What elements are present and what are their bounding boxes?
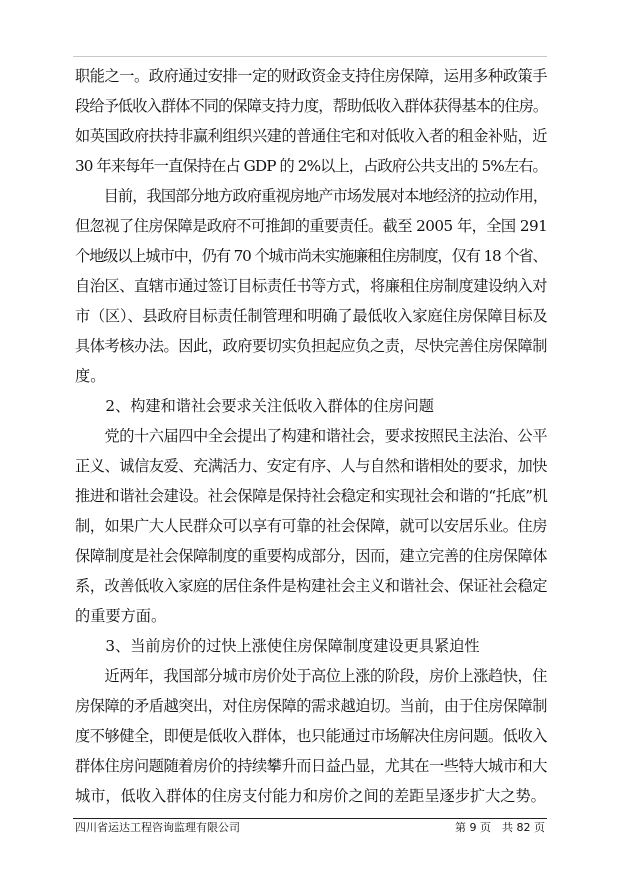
text-line: 目前，我国部分地方政府重视房地产市场发展对本地经济的拉动作用， bbox=[75, 187, 548, 205]
text-line: 城市，低收入群体的住房支付能力和房价之间的差距呈逐步扩大之势。 bbox=[75, 787, 546, 805]
header-rule bbox=[73, 56, 547, 57]
text-line: 近两年，我国部分城市房价处于高位上涨的阶段，房价上涨趋快，住 bbox=[75, 667, 547, 685]
text-line: 推进和谐社会建设。社会保障是保持社会稳定和实现社会和谐的“托底”机 bbox=[75, 487, 548, 505]
text-line: 市（区）、县政府目标责任制管理和明确了最低收入家庭住房保障目标及 bbox=[75, 307, 548, 325]
text-line: 系，改善低收入家庭的居住条件是构建社会主义和谐社会、保证社会稳定 bbox=[75, 577, 547, 595]
text-line: 职能之一。政府通过安排一定的财政资金支持住房保障，运用多种政策手 bbox=[75, 67, 547, 85]
text-line: 自治区、直辖市通过签订目标责任书等方式，将廉租住房制度建设纳入对 bbox=[75, 277, 547, 295]
text-line: 群体住房问题随着房价的持续攀升而日益凸显，尤其在一些特大城市和大 bbox=[75, 757, 547, 775]
text-line: 段给予低收入群体不同的保障支持力度，帮助低收入群体获得基本的住房。 bbox=[75, 97, 548, 115]
text-line: 30 年来每年一直保持在占 GDP 的 2%以上，占政府公共支出的 5%左右。 bbox=[75, 157, 547, 175]
section-heading: 3、当前房价的过快上涨使住房保障制度建设更具紧迫性 bbox=[75, 637, 480, 655]
text-line: 个地级以上城市中，仍有 70 个城市尚未实施廉租住房制度，仅有 18 个省、 bbox=[75, 247, 547, 265]
footer-page-number: 第 9 页 共 82 页 bbox=[455, 821, 545, 834]
footer-rule bbox=[73, 818, 547, 819]
text-line: 度不够健全，即便是低收入群体，也只能通过市场解决住房问题。低收入 bbox=[75, 727, 547, 745]
text-line: 党的十六届四中全会提出了构建和谐社会，要求按照民主法治、公平 bbox=[75, 427, 547, 445]
text-line: 的重要方面。 bbox=[75, 607, 167, 625]
text-line: 房保障的矛盾越突出，对住房保障的需求越迫切。当前，由于住房保障制 bbox=[75, 697, 547, 715]
text-line: 正义、诚信友爱、充满活力、安定有序、人与自然和谐相处的要求，加快 bbox=[75, 457, 547, 475]
section-heading: 2、构建和谐社会要求关注低收入群体的住房问题 bbox=[75, 397, 434, 415]
text-line: 具体考核办法。因此，政府要切实负担起应负之责，尽快完善住房保障制 bbox=[75, 337, 547, 355]
text-line: 但忽视了住房保障是政府不可推卸的重要责任。截至 2005 年，全国 291 bbox=[75, 217, 548, 235]
footer-company: 四川省运达工程咨询监理有限公司 bbox=[75, 821, 240, 834]
text-line: 度。 bbox=[75, 367, 106, 385]
text-line: 制，如果广大人民群众可以享有可靠的社会保障，就可以安居乐业。住房 bbox=[75, 517, 547, 535]
text-line: 保障制度是社会保障制度的重要构成部分，因而，建立完善的住房保障体 bbox=[75, 547, 547, 565]
text-line: 如英国政府扶持非赢利组织兴建的普通住宅和对低收入者的租金补贴，近 bbox=[75, 127, 547, 145]
